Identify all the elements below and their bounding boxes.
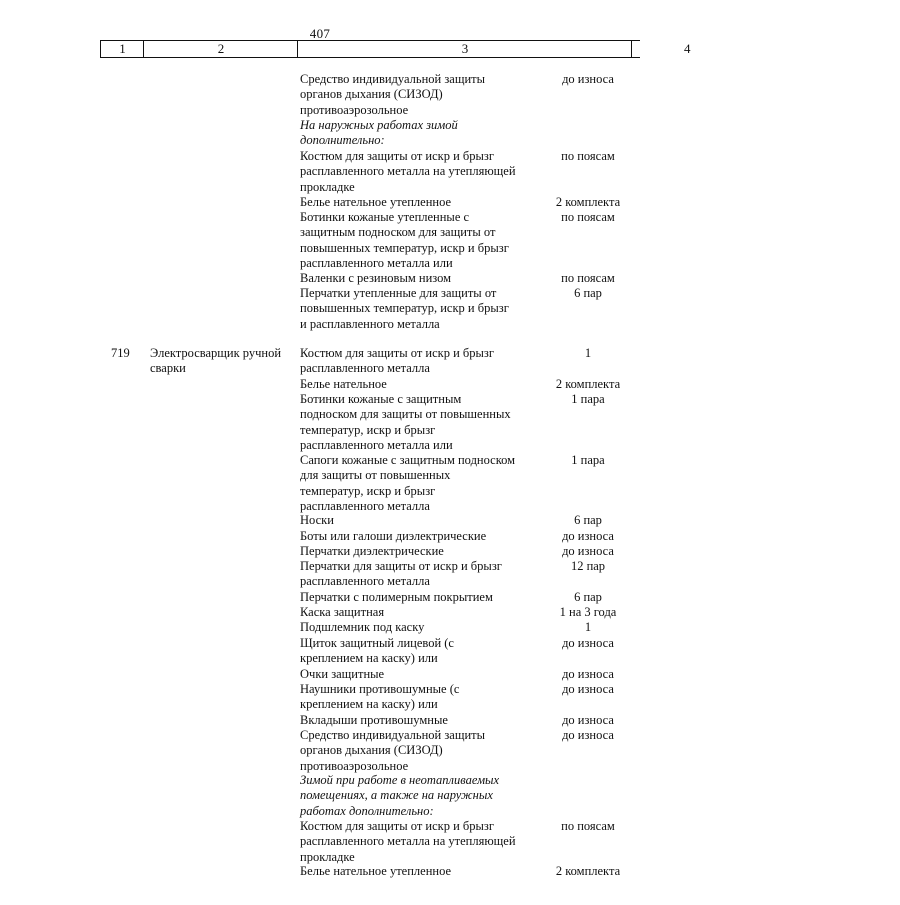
item-name: Костюм для защиты от искр и брызг расплавленного металла на утепляющей прокладке: [300, 819, 516, 864]
item-name: Белье нательное: [300, 377, 387, 391]
item-name: На наружных работах зимой дополнительно:: [300, 118, 458, 148]
header-col-2: 2: [143, 41, 298, 57]
item-norm: до износа: [562, 544, 614, 558]
item-name: Костюм для защиты от искр и брызг расплавленного металла на утепляющей прокладке: [300, 149, 516, 194]
item-norm: до износа: [562, 682, 614, 696]
page-number: 407: [309, 26, 331, 41]
item-norm: 1: [584, 620, 592, 634]
item-name: Валенки с резиновым низом: [300, 271, 452, 285]
header-col-4: 4: [631, 41, 693, 57]
item-name: Средство индивидуальной защиты органов дыхания (СИЗОД) противоаэрозольное: [300, 72, 486, 117]
item-norm: 2 комплекта: [555, 195, 621, 209]
item-norm: до износа: [562, 713, 614, 727]
item-norm: 12 пар: [570, 559, 606, 573]
item-name: Подшлемник под каску: [300, 620, 425, 634]
item-name: Сапоги кожаные с защитным подноском для защиты от повышенных температур, искр и брызг расплавленного металла: [300, 453, 516, 513]
item-norm: по поясам: [561, 149, 615, 163]
item-name: Перчатки диэлектрические: [300, 544, 444, 558]
item-name: Перчатки утепленные для защиты от повышенных температур, искр и брызг и расплавленного металла: [300, 286, 509, 331]
item-norm: по поясам: [561, 210, 615, 224]
item-norm: по поясам: [561, 271, 615, 285]
item-name: Каска защитная: [300, 605, 385, 619]
item-name: Зимой при работе в неотапливаемых помещениях, а также на наружных работах дополнительно:: [300, 773, 500, 818]
item-name: Костюм для защиты от искр и брызг расплавленного металла: [300, 346, 495, 376]
item-name: Очки защитные: [300, 667, 385, 681]
item-norm: до износа: [562, 72, 614, 86]
item-norm: до износа: [562, 667, 614, 681]
item-norm: 6 пар: [574, 513, 602, 527]
item-name: Средство индивидуальной защиты органов дыхания (СИЗОД) противоаэрозольное: [300, 728, 486, 773]
item-norm: 1 пара: [571, 392, 605, 406]
item-name: Щиток защитный лицевой (с креплением на каску) или: [300, 636, 454, 666]
item-name: Носки: [300, 513, 334, 527]
item-norm: по поясам: [561, 819, 615, 833]
item-norm: 1: [584, 346, 592, 360]
item-name: Перчатки с полимерным покрытием: [300, 590, 493, 604]
item-norm: 1 на 3 года: [559, 605, 617, 619]
item-name: Белье нательное утепленное: [300, 195, 452, 209]
item-norm: до износа: [562, 529, 614, 543]
item-norm: до износа: [562, 636, 614, 650]
item-norm: 2 комплекта: [555, 864, 621, 878]
item-norm: 1 пара: [571, 453, 605, 467]
header-col-1: 1: [100, 41, 144, 57]
item-norm: 6 пар: [574, 590, 602, 604]
item-name: Перчатки для защиты от искр и брызг расплавленного металла: [300, 559, 502, 589]
item-name: Наушники противошумные (с креплением на каску) или: [300, 682, 460, 712]
header-col-3: 3: [297, 41, 632, 57]
item-name: Белье нательное утепленное: [300, 864, 452, 878]
item-name: Ботинки кожаные с защитным подноском для защиты от повышенных температур, искр и брызг расплавленного металла или: [300, 392, 511, 452]
item-norm: 2 комплекта: [555, 377, 621, 391]
item-name: Ботинки кожаные утепленные с защитным подноском для защиты от повышенных температур, искр и брызг расплавленного металла или: [300, 210, 509, 270]
item-norm: до износа: [562, 728, 614, 742]
entry-profession: Электросварщик ручной сварки: [150, 346, 282, 375]
entry-number: 719: [111, 346, 130, 360]
item-name: Боты или галоши диэлектрические: [300, 529, 487, 543]
item-norm: 6 пар: [574, 286, 602, 300]
item-name: Вкладыши противошумные: [300, 713, 448, 727]
